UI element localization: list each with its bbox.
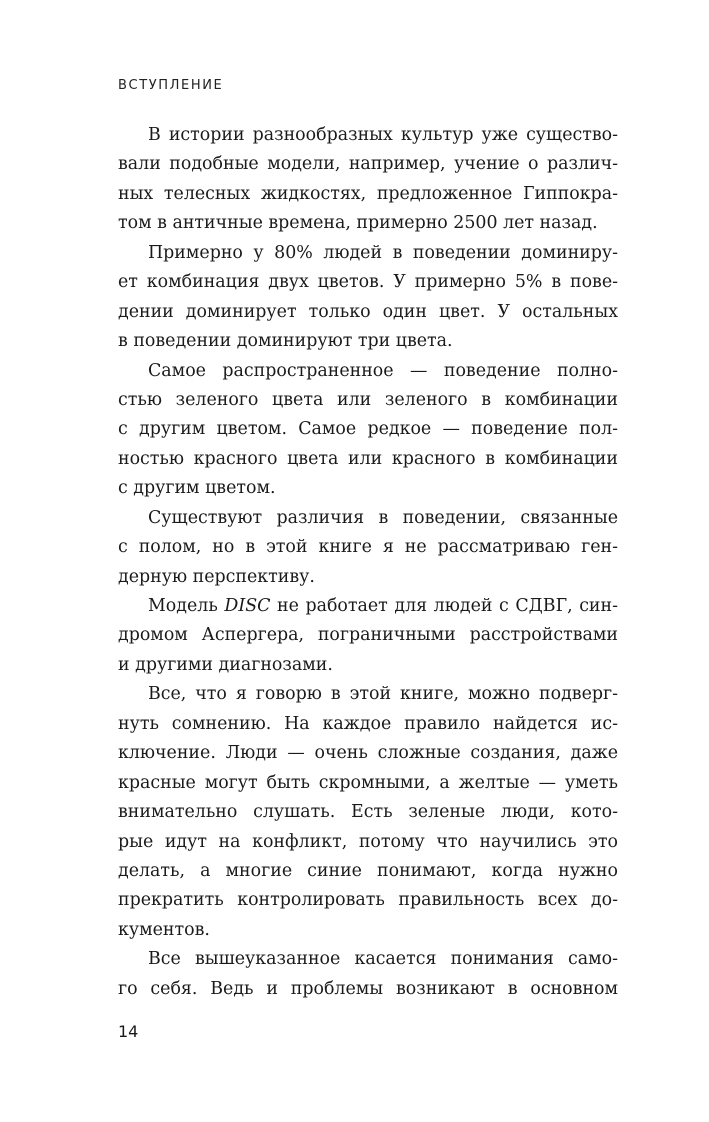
text-line: с другим цветом. xyxy=(118,478,276,499)
disc-term: DISC xyxy=(224,596,271,616)
text-line: ностью красного цвета или красного в комбинации xyxy=(118,448,618,469)
text-line: стью зеленого цвета или зеленого в комбинации xyxy=(118,389,618,410)
body-text xyxy=(118,121,618,1004)
text-line: дерную перспективу. xyxy=(118,566,315,587)
text-line xyxy=(118,592,618,621)
text-run: Модель xyxy=(148,596,225,616)
text-line: Все вышеуказанное касается понимания само- xyxy=(148,949,618,970)
text-run: не работает для людей с СДВГ, син- xyxy=(270,596,618,616)
text-line: вали подобные модели, например, учение о различ- xyxy=(118,154,618,175)
page-number: 14 xyxy=(118,1022,139,1041)
text-line: ных телесных жидкостях, предложенное Гиппокра- xyxy=(118,183,618,204)
text-line: с другим цветом. Самое редкое — поведение пол- xyxy=(118,419,618,440)
text-line: внимательно слушать. Есть зеленые люди, кото- xyxy=(118,802,618,823)
running-head: ВСТУПЛЕНИЕ xyxy=(118,78,224,93)
text-line: рые идут на конфликт, потому что научились это xyxy=(118,831,618,852)
text-line: Примерно у 80% людей в поведении доминиру- xyxy=(148,242,618,263)
text-line: красные могут быть скромными, а желтые — уметь xyxy=(118,772,618,793)
text-line: прекратить контролировать правильность всех до- xyxy=(118,890,618,911)
text-line: в поведении доминируют три цвета. xyxy=(118,331,453,352)
text-line: В истории разнообразных культур уже существо- xyxy=(148,125,618,145)
text-line: с полом, но в этой книге я не рассматриваю ген- xyxy=(118,537,618,558)
text-line: и другими диагнозами. xyxy=(118,654,333,675)
text-line: дении доминирует только один цвет. У остальных xyxy=(118,301,618,322)
text-line: ключение. Люди — очень сложные создания, даже xyxy=(118,743,618,764)
text-line: Существуют различия в поведении, связанные xyxy=(148,507,618,528)
text-line: кументов. xyxy=(118,919,210,940)
text-line: делать, а многие синие понимают, когда нужно xyxy=(118,860,618,881)
text-line: Все, что я говорю в этой книге, можно подверг- xyxy=(148,684,618,705)
text-line: го себя. Ведь и проблемы возникают в основном xyxy=(118,978,618,999)
text-line: том в античные времена, примерно 2500 лет назад. xyxy=(118,213,598,234)
text-line: нуть сомнению. На каждое правило найдется ис- xyxy=(118,713,618,734)
text-line: дромом Аспергера, пограничными расстройствами xyxy=(118,625,618,646)
text-line: ет комбинация двух цветов. У примерно 5% в пове- xyxy=(118,272,618,293)
text-line: Самое распространенное — поведение полно- xyxy=(148,360,618,381)
